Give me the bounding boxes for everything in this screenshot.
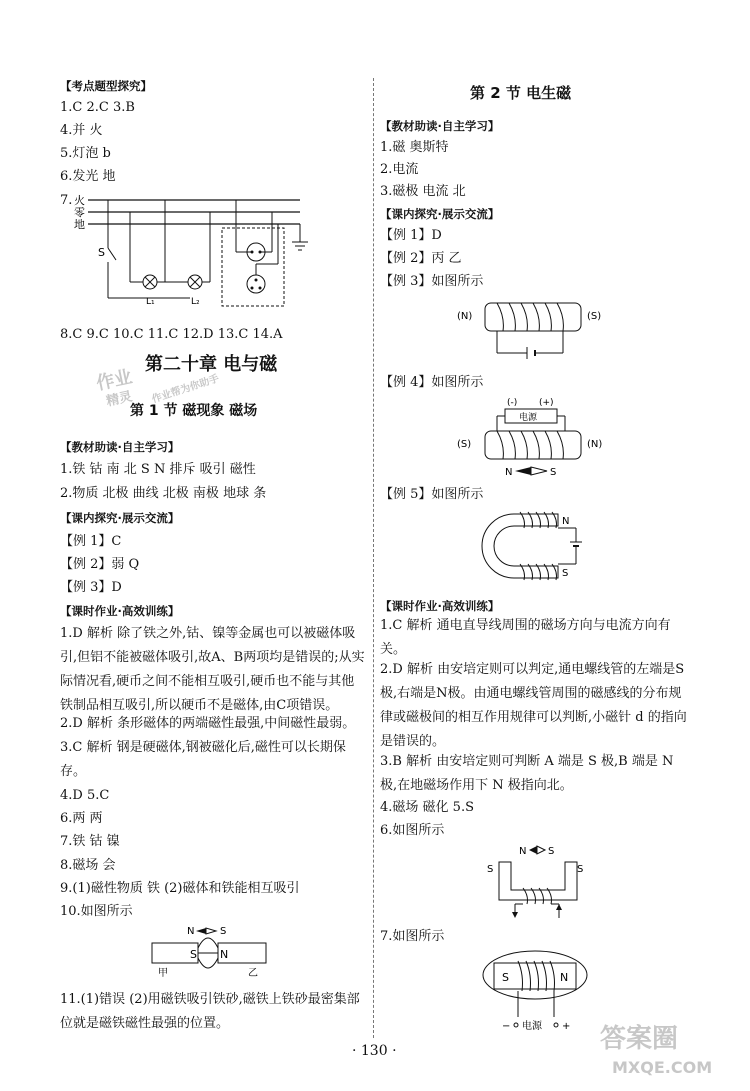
example-line: 【例 2】弱 Q: [60, 557, 140, 572]
homework-header-2: 【课时作业·高效训练】: [380, 599, 500, 613]
magnets-figure: [150, 922, 270, 982]
example-line: 【例 2】丙 乙: [380, 251, 462, 266]
answer-line: 4.D 5.C: [60, 788, 110, 803]
ground-wire-label: 地: [74, 218, 85, 231]
needle-s-label: S: [220, 926, 227, 937]
plus-label: (+): [539, 398, 554, 408]
jiaocai-header: 【教材助读·自主学习】: [60, 440, 180, 454]
answer-q2: 2.D 解析 条形磁体的两端磁性最强,中间磁性最弱。: [60, 716, 356, 731]
ketang-header-2: 【课内探究·展示交流】: [380, 207, 500, 221]
switch-label: S: [98, 246, 105, 259]
needle-s-half: [537, 846, 545, 854]
needle-n-half: [196, 928, 206, 934]
solenoid-field-figure: [480, 945, 590, 1033]
answer-line: 7.如图所示: [380, 929, 445, 944]
answer-line: 5.灯泡 b: [60, 146, 111, 161]
answer-line: 10.如图所示: [60, 904, 133, 919]
household-circuit-figure: [60, 190, 330, 320]
pole-s-label: (S): [457, 439, 472, 450]
ketang-header: 【课内探究·展示交流】: [60, 511, 180, 525]
answer-line: 7.: [60, 193, 73, 208]
neutral-wire-label: 零: [74, 206, 85, 219]
plus-label: +: [562, 1021, 571, 1032]
example-line: 【例 1】D: [380, 228, 442, 243]
fire-wire-label: 火: [74, 194, 85, 207]
pole-s-label: (S): [587, 311, 602, 322]
example-line: 【例 1】C: [60, 534, 122, 549]
lamp-l1-label: L₁: [146, 297, 155, 307]
three-pin-socket-icon: [247, 275, 265, 293]
answer-line: 4.并 火: [60, 123, 103, 138]
pole-s-label: S: [577, 864, 584, 875]
needle-s-label: S: [548, 846, 555, 857]
magnet-yi-label: 乙: [248, 968, 258, 979]
needle-s-half: [531, 467, 547, 475]
section-title: 第 1 节 磁现象 磁场: [130, 403, 258, 419]
pole-n-label: N: [560, 971, 569, 984]
needle-s-half: [206, 928, 216, 934]
answer-line: 1.铁 钴 南 北 S N 排斥 吸引 磁性: [60, 462, 256, 477]
section-title-2: 第 2 节 电生磁: [470, 84, 572, 102]
answer-line: 3.磁极 电流 北: [380, 184, 466, 199]
answer-line: 8.磁场 会: [60, 858, 116, 873]
power-label: 电源: [519, 413, 538, 423]
answer-line: 2.电流: [380, 162, 419, 177]
answer-q3: 3.C 解析 钢是硬磁体,钢被磁化后,磁性可以长期保存。: [60, 740, 346, 779]
pole-s-label: S: [190, 948, 197, 961]
answer-line: 4.磁场 磁化 5.S: [380, 800, 474, 815]
jiaocai-header-2: 【教材助读·自主学习】: [380, 119, 500, 133]
minus-label: (-): [507, 398, 518, 408]
needle-s-label: S: [550, 467, 557, 478]
pole-s-label: S: [562, 568, 569, 579]
answer-q11: 11.(1)错误 (2)用磁铁吸引铁砂,磁铁上铁砂最密集部位就是磁铁磁性最强的位置。: [60, 992, 360, 1031]
corner-watermark-url: MXQE.COM: [612, 1058, 713, 1077]
exam-section-header: 【考点题型探究】: [60, 79, 152, 93]
needle-n-label: N: [519, 846, 527, 857]
answer-line: 9.(1)磁性物质 铁 (2)磁体和铁能相互吸引: [60, 881, 300, 896]
solenoid-power-figure: [455, 395, 615, 485]
pole-n-label: N: [220, 948, 229, 961]
stamp-watermark-line2: 精灵: [105, 389, 134, 410]
needle-n-label: N: [505, 467, 513, 478]
needle-n-label: N: [187, 926, 195, 937]
stamp-watermark-line3: 作业帮为你助手: [150, 373, 221, 406]
answer-line: 6.如图所示: [380, 823, 445, 838]
solenoid-battery-figure: [455, 295, 615, 360]
answer-line: 8.C 9.C 10.C 11.C 12.D 13.C 14.A: [60, 327, 283, 342]
pole-n-label: (N): [587, 439, 603, 450]
homework-header: 【课时作业·高效训练】: [60, 604, 180, 618]
pole-n-label: N: [562, 516, 570, 527]
answer-line: 1.C 2.C 3.B: [60, 100, 135, 115]
electromagnet-needle-figure: [485, 840, 595, 920]
answer-line: 2.物质 北极 曲线 北极 南极 地球 条: [60, 486, 267, 501]
example-line: 【例 3】D: [60, 580, 122, 595]
answer-line: 6.发光 地: [60, 169, 116, 184]
example-line: 【例 5】如图所示: [380, 487, 484, 502]
pole-s-label: S: [487, 864, 494, 875]
answer-q3: 3.B 解析 由安培定则可判断 A 端是 S 极,B 端是 N极,在地磁场作用下 N 极指向北。: [380, 754, 674, 793]
column-divider: [373, 78, 374, 1038]
pole-n-label: (N): [457, 311, 473, 322]
example-line: 【例 3】如图所示: [380, 274, 484, 289]
chapter-title: 第二十章 电与磁: [145, 354, 278, 375]
lamp-l2-label: L₂: [191, 297, 200, 307]
socket-box: [222, 228, 284, 306]
stamp-watermark-line1: 作业: [94, 366, 135, 395]
needle-n-half: [529, 846, 537, 854]
answer-q2: 2.D 解析 由安培定则可以判定,通电螺线管的左端是S极,右端是N极。由通电螺线管周围的磁感线的分布规律或磁极间的相互作用规律可以判断,小磁针 d 的指向是错误的。: [380, 662, 687, 749]
answer-q1: 1.D 解析 除了铁之外,钴、镍等金属也可以被磁体吸引,但铝不能被磁体吸引,故A、B两项均是错误的;从实际情况看,硬币之间不能相互吸引,硬币也不能与其他铁制品相互吸引,所以硬币不是磁体,由C项错误。: [60, 626, 365, 713]
corner-watermark-logo: 答案圈: [600, 1024, 679, 1054]
needle-n-half: [515, 467, 531, 475]
u-electromagnet-figure: [478, 508, 588, 588]
pole-s-label: S: [502, 971, 509, 984]
magnet-jia-label: 甲: [158, 968, 168, 979]
example-line: 【例 4】如图所示: [380, 375, 484, 390]
answer-q1: 1.C 解析 通电直导线周围的磁场方向与电流方向有关。: [380, 618, 671, 657]
answer-line: 1.磁 奥斯特: [380, 140, 449, 155]
power-label: 电源: [522, 1021, 542, 1032]
minus-label: −: [502, 1021, 511, 1032]
page-number: · 130 ·: [352, 1043, 397, 1059]
answer-line: 6.两 两: [60, 811, 103, 826]
answer-line: 7.铁 钴 镍: [60, 834, 120, 849]
